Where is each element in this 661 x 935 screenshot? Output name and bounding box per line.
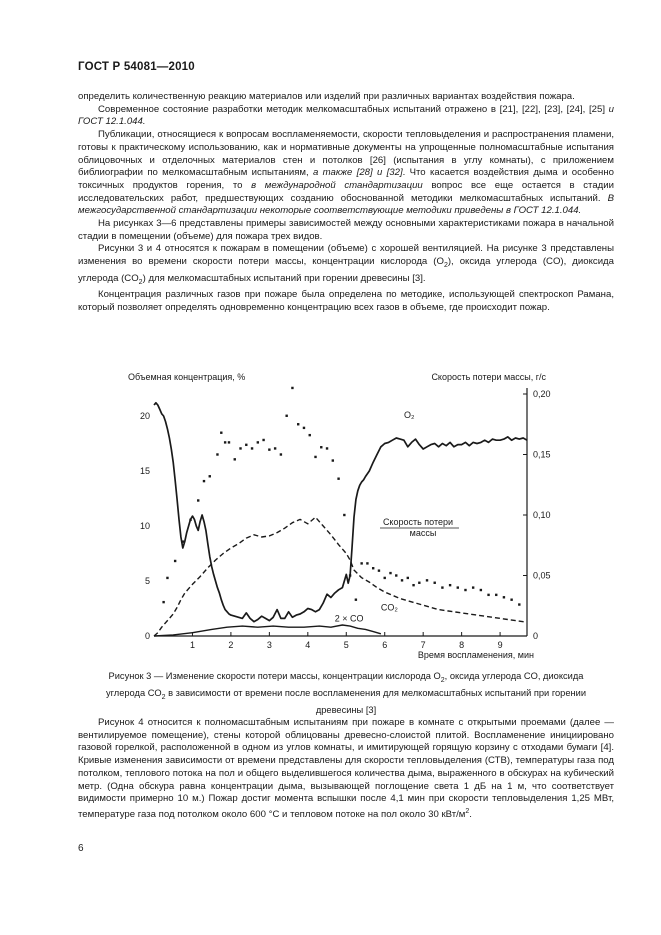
- text-run: 2: [161, 693, 166, 701]
- text-run: в международной стандартизации: [251, 179, 423, 191]
- mass-rate-point: [203, 480, 205, 482]
- mass-rate-point: [441, 586, 443, 588]
- y-left-tick-label: 0: [144, 631, 150, 641]
- body-text-top: [78, 91, 614, 315]
- mass-rate-point: [449, 584, 451, 586]
- annotation-o2: O₂: [403, 410, 415, 421]
- mass-rate-point: [372, 567, 374, 569]
- text-run: Концентрация различных газов при пожаре была определена по методике, использующей спектроскоп Рамана, который позволяет определять одновременно концентрацию всех газов в объеме, где происходит пожар.: [78, 289, 614, 314]
- y-right-tick-label: 0,05: [533, 570, 551, 581]
- x-axis-label: Время воспламенения, мин: [417, 650, 534, 660]
- x-tick-label: 6: [382, 640, 388, 650]
- mass-rate-point: [378, 569, 380, 571]
- text-run: в зависимости от времени после воспламенения для мелкомасштабных испытаний при горении древесины [3]: [165, 688, 587, 716]
- text-run: а также [28] и [32]: [312, 167, 403, 179]
- paragraph: [78, 289, 614, 314]
- mass-rate-point: [291, 387, 293, 389]
- mass-rate-point: [434, 582, 436, 584]
- mass-rate-point: [480, 589, 482, 591]
- text-run: Рисунок 4 относится к полномасштабным испытаниям при пожаре в комнате с открытыми проемами (далее — вентилируемое помещение), стены которой облицованы древесно-слоистой плитой. Воспламенение инициировано газовой горелкой, расположенной в одном из углов комнаты, и имитирующей горящую корзину с отходами бумаги [4]. Кривые изменения зависимости от времени представлены для скорости тепловыделения (СТВ), температуры газа под потолком, теплового потока на пол и общего выделившегося количества дыма, выраженного в обскурах на кубический метр. (Одна обскура равна концентрации дыма, вызывающей поглощение света 1 дБ на 1 м, что соответствует видимости примерно 10 м.) Пожар достиг момента вспышки после 4,1 мин при скорости тепловыделения 1,25 МВт, температуре газа под потолком около 600 °С и тепловом потоке на пол около 30 кВт/м: [78, 717, 614, 821]
- mass-rate-point: [412, 584, 414, 586]
- left-axis-label: Объемная концентрация, %: [128, 372, 246, 382]
- x-tick-label: 4: [305, 640, 311, 650]
- figure-caption: [90, 670, 602, 716]
- mass-rate-point: [303, 427, 305, 429]
- mass-rate-point: [426, 579, 428, 581]
- co-series-line: [154, 625, 381, 636]
- text-run: Современное состояние разработки методик мелкомасштабных испытаний отражено в [21], [22], [23], [24], [25]: [98, 103, 609, 115]
- text-run: 2: [465, 807, 470, 815]
- mass-rate-point: [162, 601, 164, 603]
- mass-rate-point: [487, 594, 489, 596]
- y-left-tick-label: 15: [139, 466, 150, 476]
- annotation-mass-rate-line1: Скорость потери: [382, 517, 454, 527]
- mass-rate-point: [503, 596, 505, 598]
- mass-rate-point: [182, 540, 184, 542]
- paragraph: [78, 243, 614, 289]
- mass-rate-point: [457, 586, 459, 588]
- text-run: 2: [440, 676, 445, 684]
- x-tick-label: 3: [266, 640, 272, 650]
- mass-rate-point: [189, 519, 191, 521]
- y-left-tick-label: 10: [139, 521, 150, 531]
- mass-rate-point: [518, 603, 520, 605]
- right-axis-label: Скорость потери массы, г/с: [431, 372, 546, 382]
- mass-rate-point: [228, 441, 230, 443]
- mass-rate-point: [197, 499, 199, 501]
- mass-rate-point: [407, 577, 409, 579]
- chart-labels: [128, 372, 546, 660]
- document-header: ГОСТ Р 54081—2010: [78, 61, 195, 73]
- y-left-tick-label: 20: [139, 411, 150, 421]
- page-number: 6: [78, 843, 84, 854]
- paragraph: [78, 717, 614, 822]
- mass-rate-point: [464, 589, 466, 591]
- text-run: ), оксида углерода (CO), диоксида углерода (CO: [78, 256, 614, 284]
- text-run: Публикации, относящиеся к вопросам воспламеняемости, скорости тепловыделения и распространения пламени, готовы к практическому использованию, как и нормативные документы на упрощенные полномасштабные испытания облицовочных и отделочных материалов стен и потолков [26] (испытания в углу комнаты), с приложением библиографии по мелкомасштабным испытаниям,: [78, 129, 614, 179]
- mass-rate-point: [384, 577, 386, 579]
- mass-rate-point: [326, 447, 328, 449]
- text-run: вопрос все еще остается в стадии исследовательских работ, предшествующих созданию обоснованной методики мелкомасштабных испытаний.: [78, 179, 614, 204]
- figure-3: [78, 364, 614, 664]
- paragraph: [78, 104, 614, 129]
- paragraph: [78, 91, 614, 104]
- mass-rate-point: [224, 441, 226, 443]
- text-run: Рисунок 3 — Изменение скорости потери массы, концентрации кислорода O: [108, 671, 441, 681]
- mass-rate-point: [297, 423, 299, 425]
- text-run: определить количественную реакцию материалов или изделий при различных вариантах воздействия пожара.: [78, 91, 575, 102]
- x-tick-label: 2: [228, 640, 234, 650]
- y-left-tick-label: 5: [144, 576, 150, 586]
- mass-rate-point: [245, 444, 247, 446]
- mass-rate-point: [239, 447, 241, 449]
- x-tick-label: 8: [459, 640, 465, 650]
- paragraph: [78, 129, 614, 218]
- mass-rate-point: [285, 415, 287, 417]
- mass-rate-point: [174, 560, 176, 562]
- body-text-bottom: [78, 717, 614, 822]
- y-right-tick-label: 0,20: [533, 389, 551, 399]
- mass-rate-point: [251, 447, 253, 449]
- y-right-tick-label: 0: [533, 631, 539, 641]
- mass-rate-point: [257, 441, 259, 443]
- mass-rate-point: [234, 458, 236, 460]
- mass-rate-point: [343, 514, 345, 516]
- annotation-co2: CO₂: [380, 602, 398, 613]
- annotation-mass-rate-line2: массы: [409, 528, 437, 538]
- mass-rate-point: [495, 594, 497, 596]
- text-run: В межгосударственной стандартизации некоторые соответствующие методики приведены в ГОСТ 12.1.044.: [78, 192, 614, 217]
- x-tick-label: 7: [420, 640, 426, 650]
- mass-rate-point: [332, 459, 334, 461]
- mass-rate-point: [401, 579, 403, 581]
- mass-rate-point: [209, 475, 211, 477]
- text-run: .: [469, 809, 472, 821]
- mass-rate-point: [418, 582, 420, 584]
- o2-series-line: [154, 403, 527, 622]
- chart-series: [154, 387, 527, 636]
- mass-rate-point: [366, 562, 368, 564]
- mass-rate-point: [166, 577, 168, 579]
- plot-frame: [154, 388, 527, 636]
- text-run: ) для мелкомасштабных испытаний при горении древесины [3].: [142, 272, 426, 284]
- mass-rate-point: [268, 448, 270, 450]
- mass-rate-point: [472, 586, 474, 588]
- mass-rate-point: [309, 434, 311, 436]
- mass-rate-point: [274, 447, 276, 449]
- mass-rate-point: [510, 599, 512, 601]
- mass-rate-point: [320, 446, 322, 448]
- text-run: . Что касается воздействия дыма и особенно токсичных продуктов горения, то: [78, 167, 614, 191]
- text-run: , оксида углерода CO, диоксида углерода CO: [105, 671, 584, 699]
- mass-rate-point: [280, 453, 282, 455]
- x-tick-label: 9: [497, 640, 503, 650]
- chart-figure-3: [78, 364, 614, 664]
- text-run: 2: [443, 262, 448, 270]
- mass-rate-point: [216, 453, 218, 455]
- mass-rate-point: [314, 456, 316, 458]
- text-run: 2: [138, 278, 143, 286]
- mass-rate-point: [389, 572, 391, 574]
- mass-rate-point: [360, 562, 362, 564]
- y-right-tick-label: 0,10: [533, 510, 551, 520]
- mass-rate-point: [349, 574, 351, 576]
- mass-rate-point: [355, 599, 357, 601]
- mass-rate-point: [337, 478, 339, 480]
- text-run: и ГОСТ 12.1.044.: [78, 103, 614, 128]
- paragraph: [78, 218, 614, 243]
- mass-rate-point: [395, 574, 397, 576]
- mass-rate-point: [220, 432, 222, 434]
- x-tick-label: 1: [189, 640, 195, 650]
- mass-rate-point: [262, 439, 264, 441]
- x-tick-label: 5: [343, 640, 349, 650]
- text-run: Рисунки 3 и 4 относятся к пожарам в помещении (объеме) с хорошей вентиляцией. На рисунке 3 представлены изменения во времени скорости потери массы, концентрации кислорода (O: [78, 243, 614, 268]
- text-run: На рисунках 3—6 представлены примеры зависимостей между основными характеристиками пожара в начальной стадии в помещении (объеме) для пожара трех видов.: [78, 218, 614, 242]
- annotation-co: 2 × CO: [334, 613, 364, 624]
- y-right-tick-label: 0,15: [533, 449, 551, 460]
